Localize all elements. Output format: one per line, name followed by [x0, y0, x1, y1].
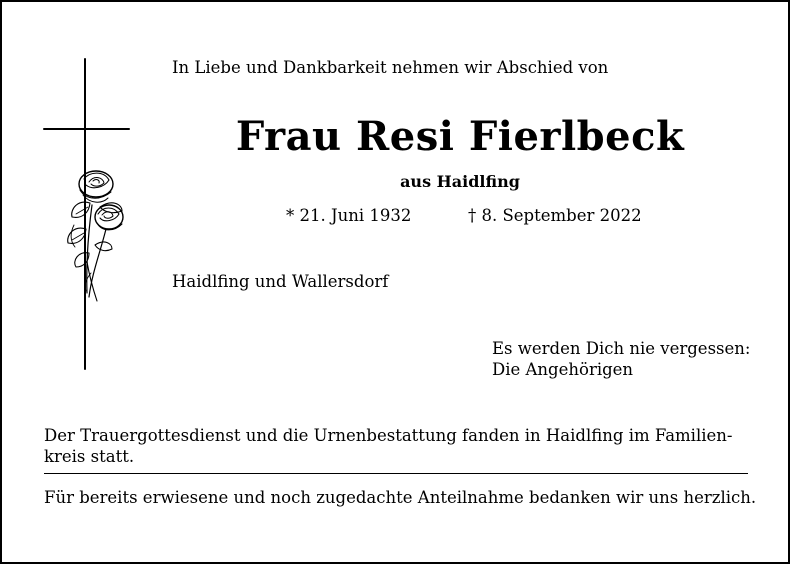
origin-line: aus Haidlfing: [400, 172, 520, 191]
deceased-name: Frau Resi Fierlbeck: [235, 113, 685, 160]
places-line: Haidlfing und Wallersdorf: [172, 272, 389, 291]
service-line-2: kreis statt.: [44, 447, 135, 466]
closing-block: [492, 338, 750, 380]
closing-line: Es werden Dich nie vergessen:: [492, 339, 751, 358]
service-paragraph: [44, 425, 732, 467]
signature-line: Die Angehörigen: [492, 360, 634, 379]
death-date: † 8. September 2022: [468, 206, 642, 225]
service-line-1: Der Trauergottesdienst und die Urnenbestattung fanden in Haidlfing im Familien-: [44, 426, 733, 445]
divider-line: [44, 473, 748, 474]
birth-date: * 21. Juni 1932: [286, 206, 412, 225]
thanks-line: Für bereits erwiesene und noch zugedachte Anteilnahme bedanken wir uns herzlich.: [44, 488, 757, 507]
intro-line: In Liebe und Dankbarkeit nehmen wir Abschied von: [172, 58, 609, 77]
cross-with-roses-icon: [42, 57, 137, 375]
